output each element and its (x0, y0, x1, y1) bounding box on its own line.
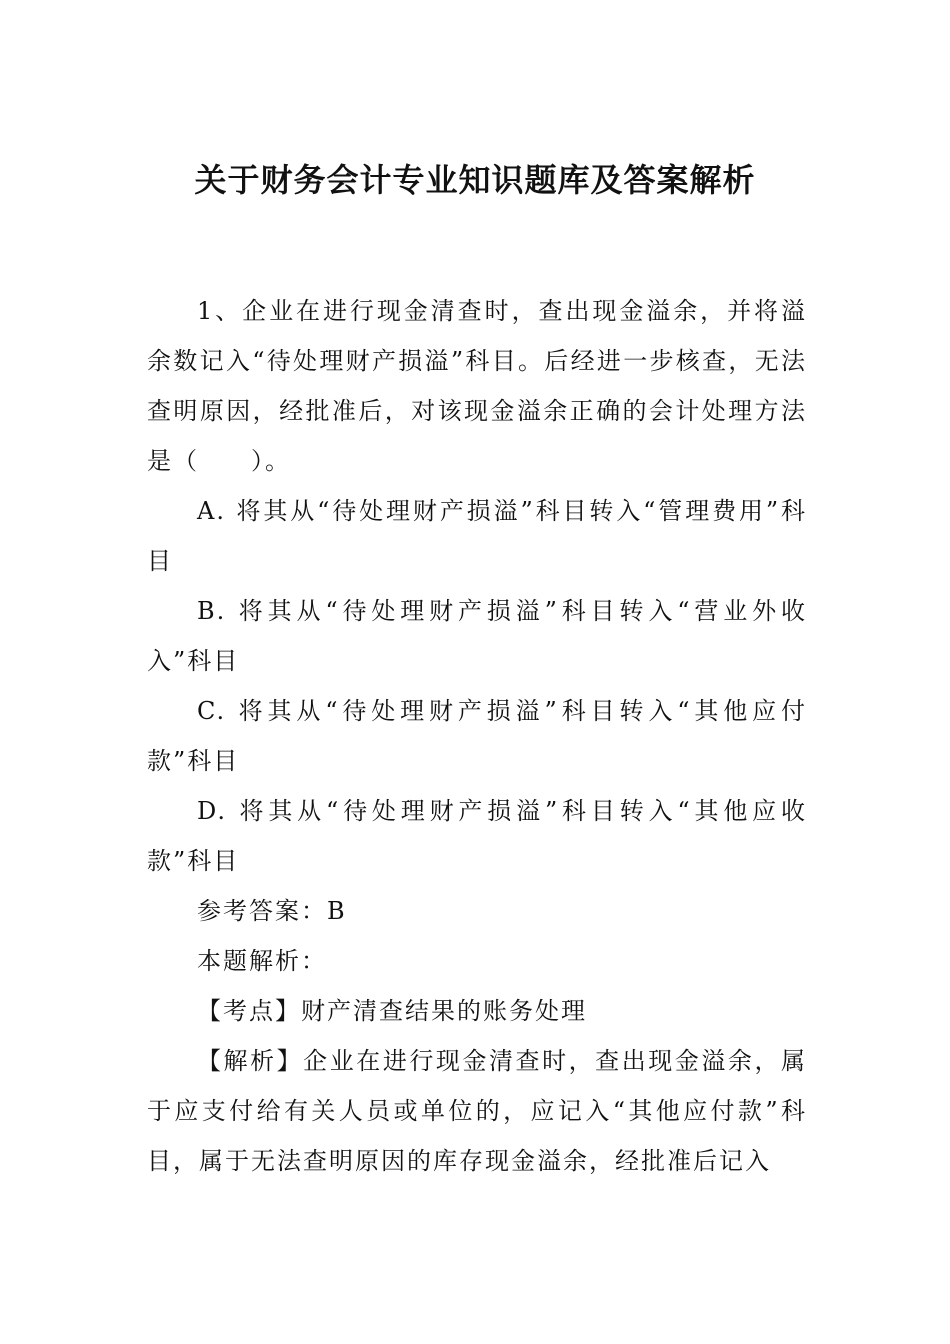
question-stem: 1、企业在进行现金清查时，查出现金溢余，并将溢余数记入“待处理财产损溢”科目。后经进一步核查，无法查明原因，经批准后，对该现金溢余正确的会计处理方法是（ ）。 (147, 297, 807, 475)
analysis-heading: 本题解析： (197, 947, 327, 975)
document-body (147, 286, 807, 1186)
document-title: 关于财务会计专业知识题库及答案解析 (194, 161, 756, 199)
option-b: B. 将其从“待处理财产损溢”科目转入“营业外收入”科目 (147, 597, 807, 675)
option-c: C. 将其从“待处理财产损溢”科目转入“其他应付款”科目 (147, 697, 807, 775)
reference-answer: 参考答案：B (197, 897, 347, 925)
option-d: D. 将其从“待处理财产损溢”科目转入“其他应收款”科目 (147, 797, 807, 875)
key-point: 【考点】财产清查结果的账务处理 (197, 997, 587, 1025)
option-a: A. 将其从“待处理财产损溢”科目转入“管理费用”科目 (147, 497, 807, 575)
analysis-text: 【解析】企业在进行现金清查时，查出现金溢余，属于应支付给有关人员或单位的，应记入“其他应付款”科目，属于无法查明原因的库存现金溢余，经批准后记入 (147, 1047, 807, 1175)
